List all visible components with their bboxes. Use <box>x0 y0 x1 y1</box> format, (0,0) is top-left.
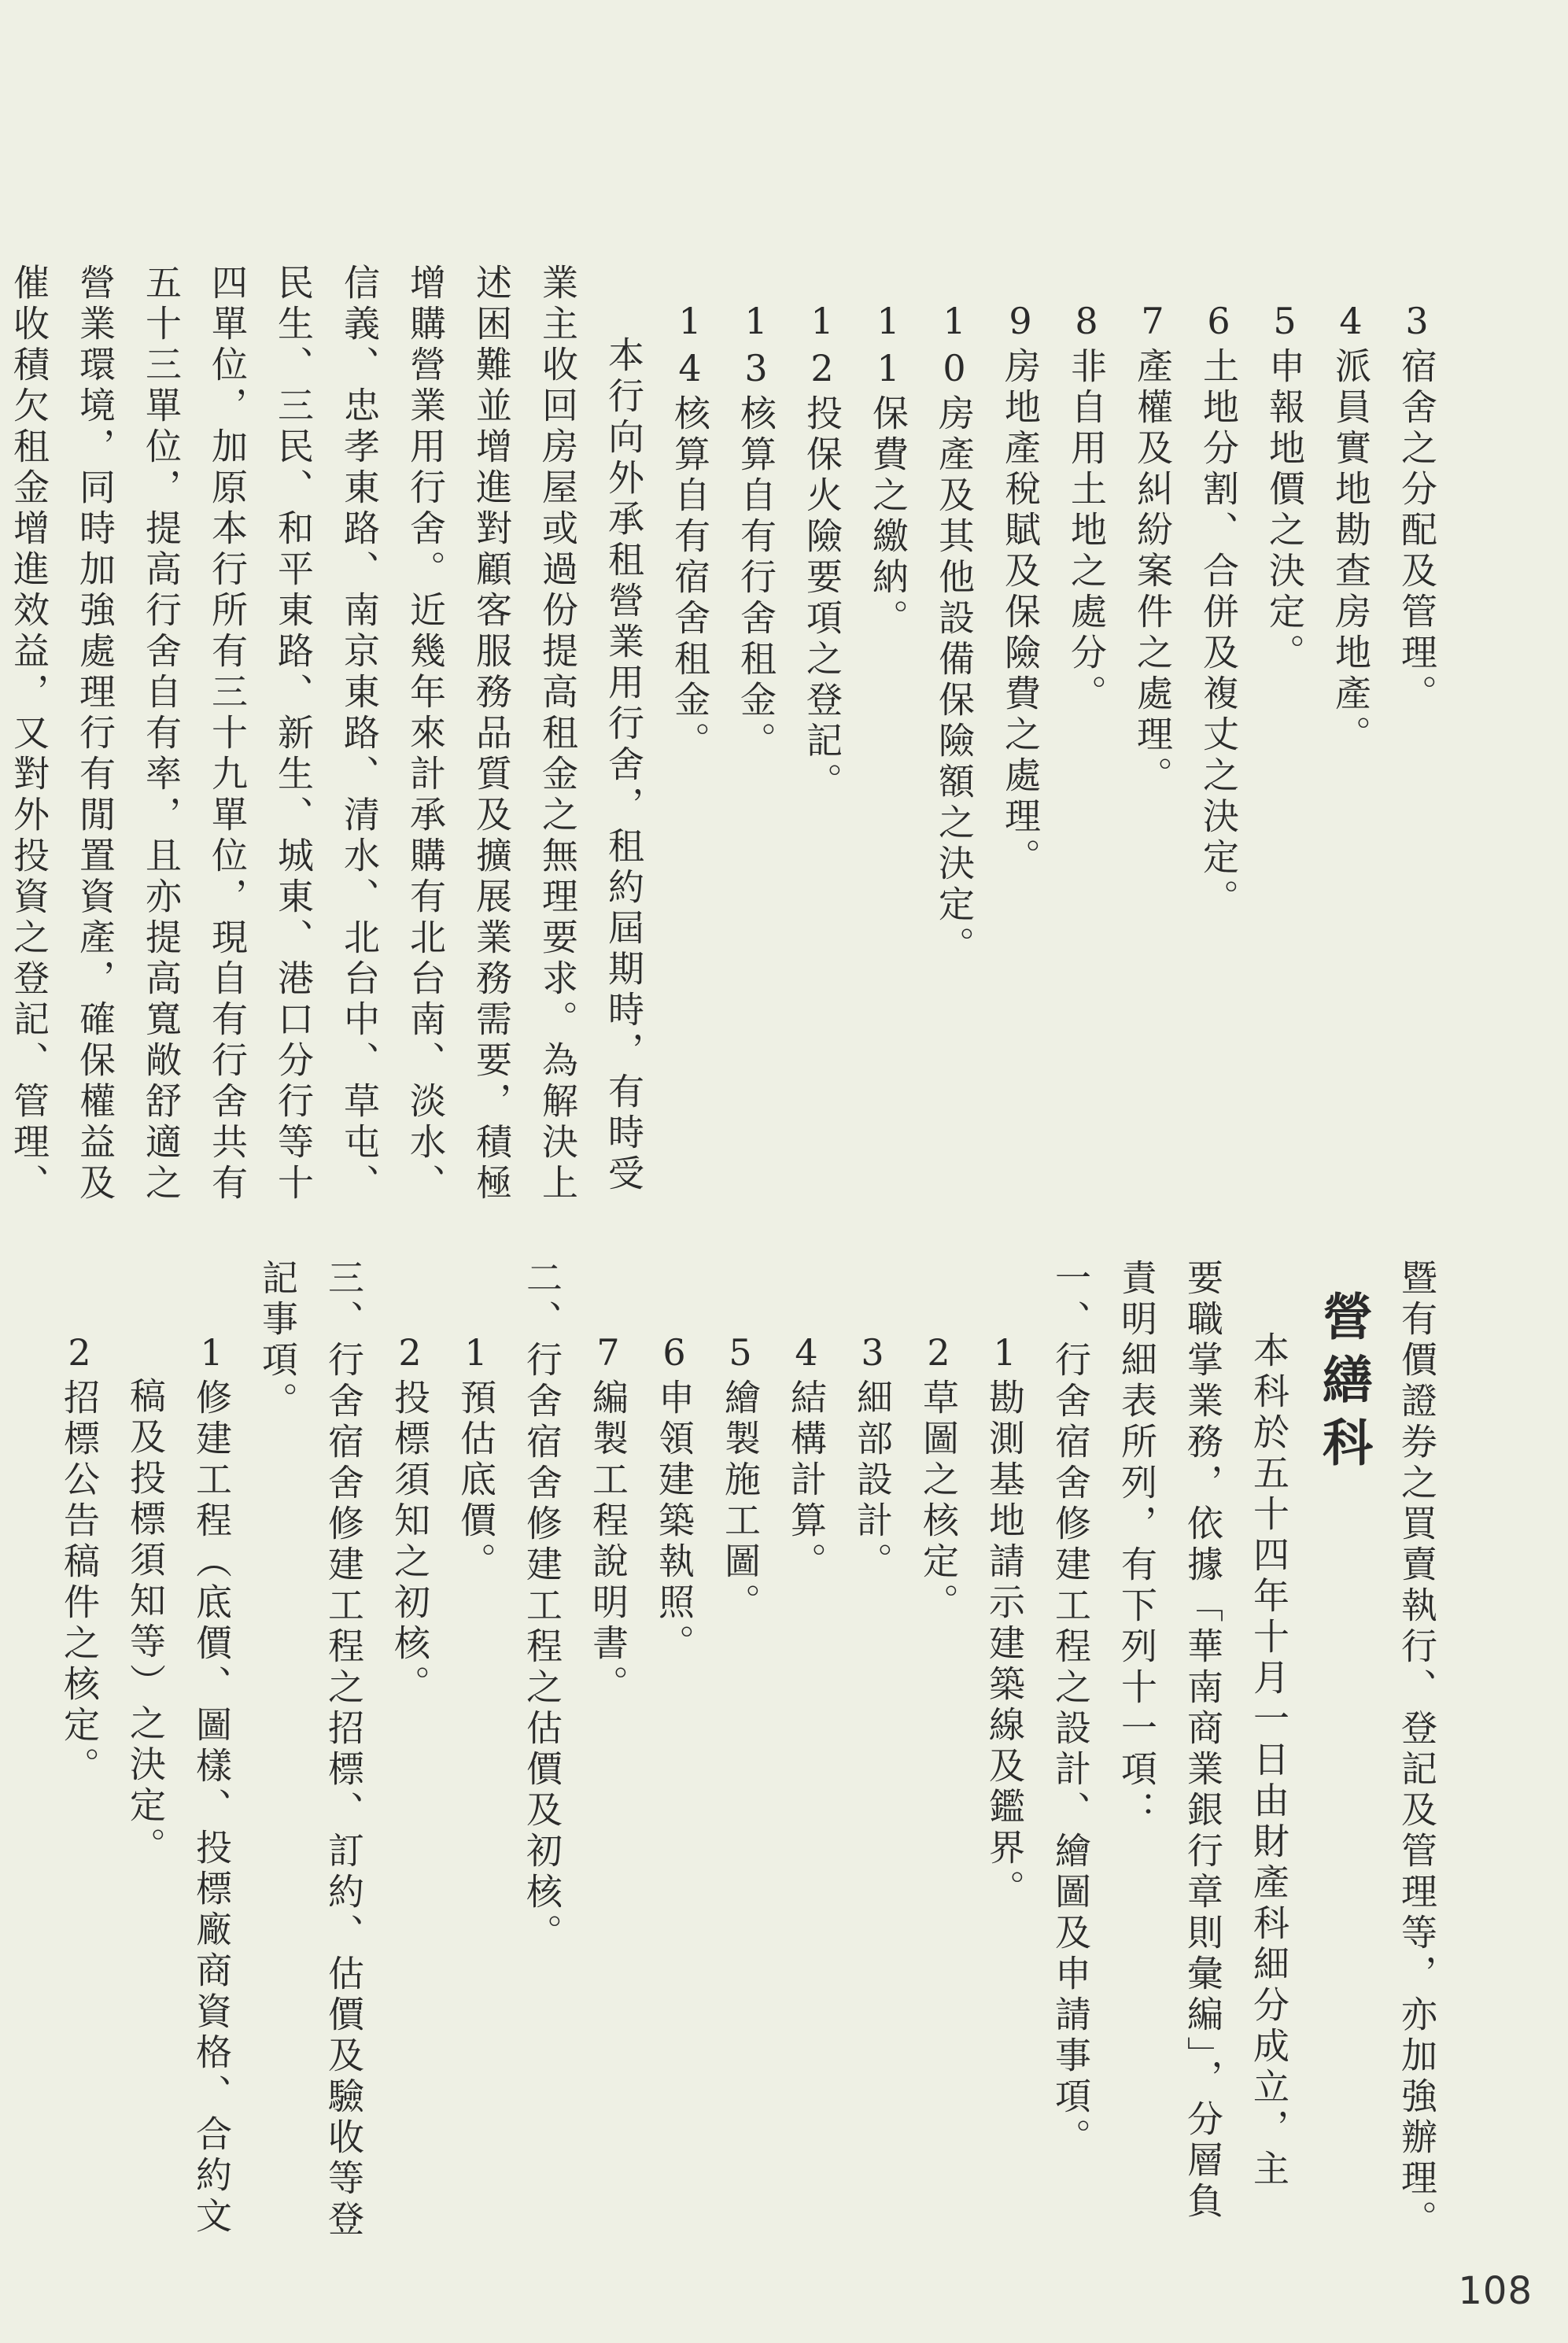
paragraph-line: 責明細表所列，有下列十一項： <box>1116 1259 1158 1832</box>
list-item: 9房地產稅賦及保險費之處理。 <box>999 300 1042 879</box>
list-item: 6申領建築執照。 <box>653 1331 695 1665</box>
paragraph-line: 暨有價證券之買賣執行、登記及管理等，亦加強辦理。 <box>1396 1259 1438 2241</box>
upper-text-block <box>0 264 1450 1205</box>
list-item: 13核算自有行舍租金。 <box>735 300 777 762</box>
list-item: 稿及投標須知等）之決定。 <box>124 1377 167 1868</box>
list-item: 5繪製施工圖。 <box>719 1331 762 1624</box>
paragraph-line: 本行向外承租營業用行舍，租約屆期時，有時受 <box>603 336 645 1195</box>
list-item: 12投保火險要項之登記。 <box>801 300 843 803</box>
list-item: 4派員實地勘查房地產。 <box>1330 300 1372 756</box>
paragraph-line: 營業環境，同時加強處理行有閒置資產，確保權益及 <box>74 264 116 1205</box>
list-item: 14核算自有宿舍租金。 <box>669 300 711 762</box>
paragraph-line: 要職掌業務，依據「華南商業銀行章則彙編」，分層負 <box>1182 1259 1224 2223</box>
paragraph-line: 民生、三民、和平東路、新生、城東、港口分行等十 <box>272 264 315 1205</box>
page-number: 108 <box>1458 2269 1533 2313</box>
list-item: 2投標須知之初核。 <box>389 1331 431 1706</box>
paragraph-line: 增購營業用行舍。近幾年來計承購有北台南、淡水、 <box>404 264 447 1205</box>
list-item: 8非自用土地之處分。 <box>1065 300 1108 715</box>
numbered-heading: 一、行舍宿舍修建工程之設計、繪圖及申請事項。 <box>1050 1259 1092 2159</box>
list-item: 5申報地價之決定。 <box>1264 300 1306 674</box>
list-item: 1預估底價。 <box>455 1331 497 1583</box>
list-item: 3宿舍之分配及管理。 <box>1396 300 1438 715</box>
list-item: 2草圖之核定。 <box>917 1331 960 1624</box>
paragraph-line: 四單位，加原本行所有三十九單位，現自有行舍共有 <box>206 264 249 1205</box>
paragraph-line: 催收積欠租金增進效益，又對外投資之登記、管理、 <box>8 264 50 1205</box>
list-item: 7產權及糾紛案件之處理。 <box>1131 300 1174 797</box>
paragraph-line: 述困難並增進對顧客服務品質及擴展業務需要，積極 <box>470 264 513 1205</box>
list-item: 1修建工程（底價、圖樣、投標廠商資格、合約文 <box>190 1331 233 2238</box>
paragraph-line: 信義、忠孝東路、南京東路、清水、北台中、草屯、 <box>338 264 381 1205</box>
list-item: 6土地分割、合併及複丈之決定。 <box>1197 300 1240 920</box>
list-item: 1勘測基地請示建築線及鑑界。 <box>983 1331 1026 1910</box>
paragraph-line: 記事項。 <box>256 1259 299 1422</box>
paragraph-line: 業主收回房屋或過份提高租金之無理要求。為解決上 <box>537 264 579 1205</box>
list-item: 4結構計算。 <box>785 1331 828 1583</box>
section-heading: 營繕科 <box>1314 1290 1372 1479</box>
numbered-heading: 二、行舍宿舍修建工程之估價及初核。 <box>521 1259 563 1954</box>
list-item: 2招標公告稿件之核定。 <box>58 1331 101 1788</box>
list-item: 7編製工程說明書。 <box>587 1331 629 1706</box>
numbered-heading: 三、行舍宿舍修建工程之招標、訂約、估價及驗收等登 <box>323 1259 365 2241</box>
paragraph-line: 五十三單位，提高行舍自有率，且亦提高寬敞舒適之 <box>140 264 183 1205</box>
paragraph-line: 本科於五十四年十月一日由財產科細分成立，主 <box>1248 1331 1290 2190</box>
list-item: 11保費之繳納。 <box>867 300 909 640</box>
list-item: 10房產及其他設備保險額之決定。 <box>933 300 976 967</box>
lower-text-block <box>46 1259 1450 2241</box>
list-item: 3細部設計。 <box>851 1331 894 1583</box>
